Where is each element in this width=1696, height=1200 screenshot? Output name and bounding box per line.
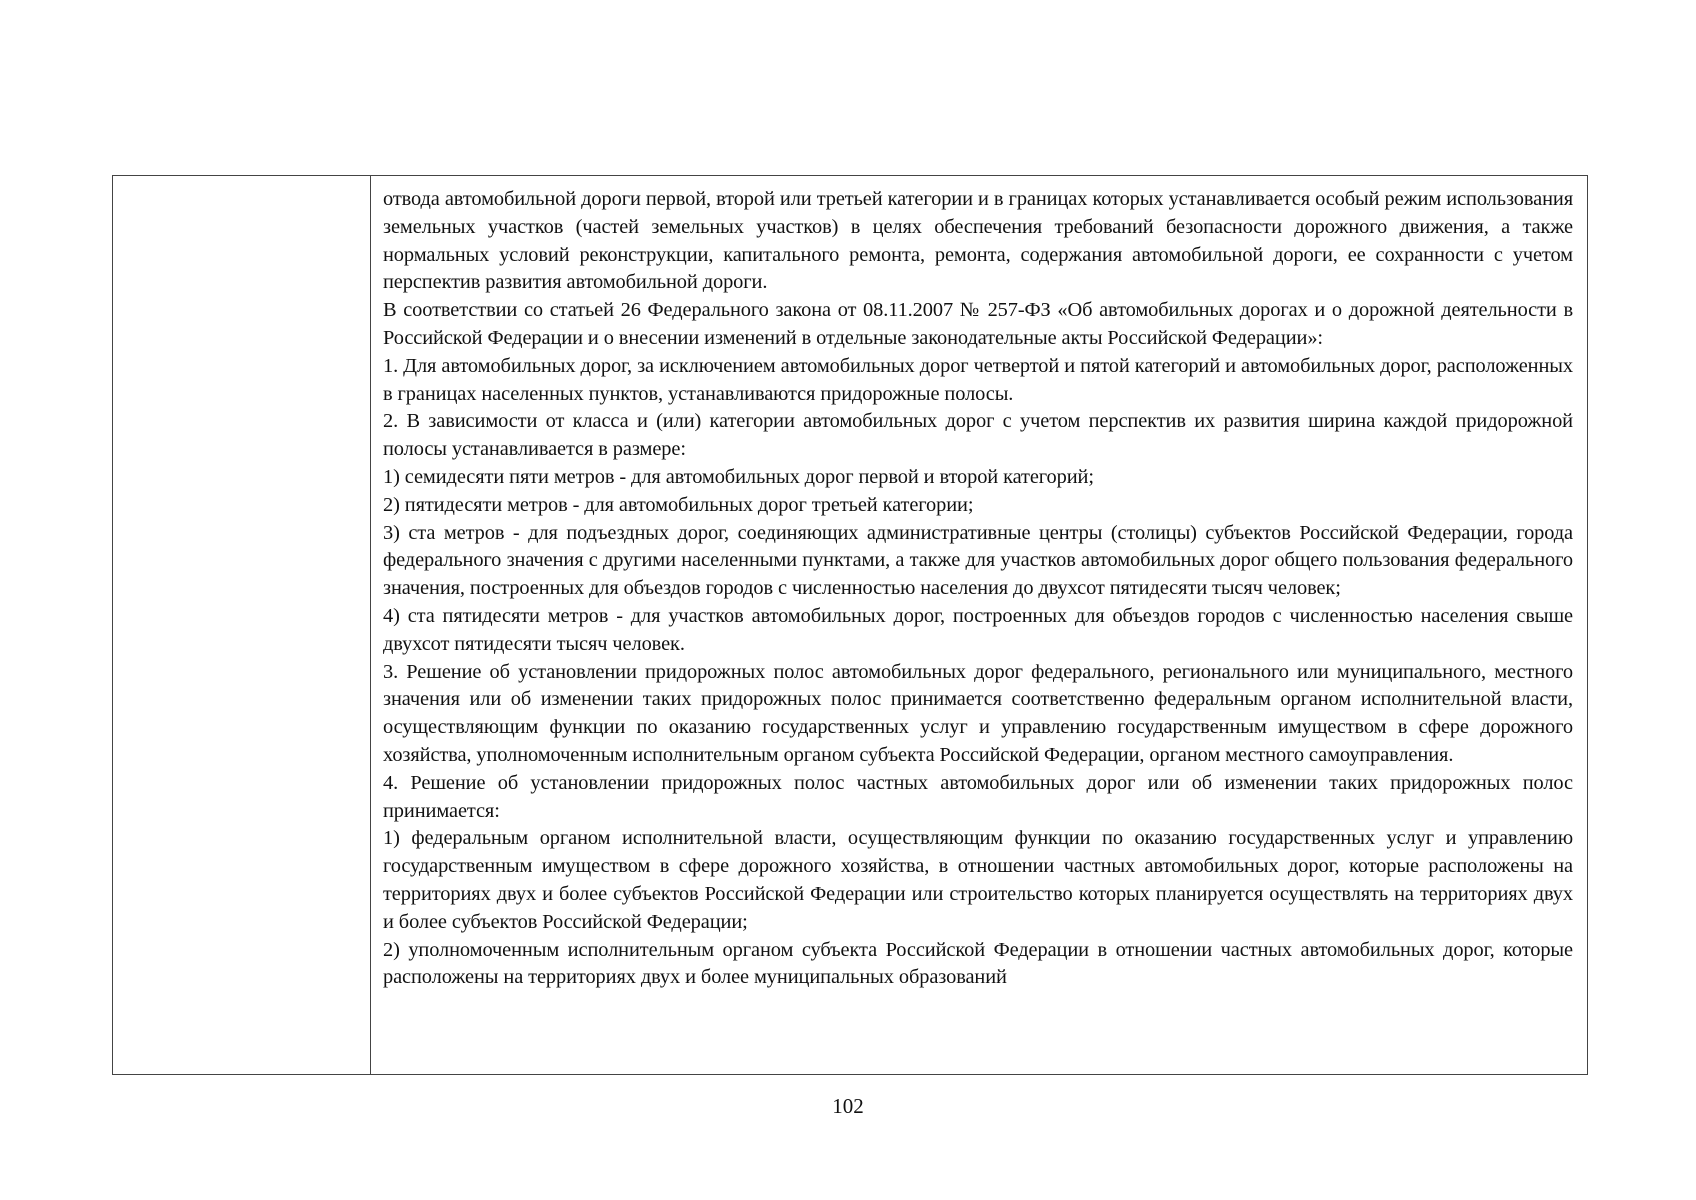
paragraph: отвода автомобильной дороги первой, второй или третьей категории и в границах которых устанавливается особый режим использования земельных участков (частей земельных участков) в целях обеспечения требований безопасности дорожного движения, а также нормальных условий реконструкции, капитального ремонта, ремонта, содержания автомобильной дороги, ее сохранности с учетом перспектив развития автомобильной дороги. xyxy=(383,188,1573,294)
paragraph: 2. В зависимости от класса и (или) категории автомобильных дорог с учетом перспектив их развития ширина каждой придорожной полосы устанавливается в размере: xyxy=(383,410,1573,461)
paragraph: 2) уполномоченным исполнительным органом субъекта Российской Федерации в отношении частных автомобильных дорог, которые расположены на территориях двух и более муниципальных образований xyxy=(383,938,1573,989)
paragraph: 4. Решение об установлении придорожных полос частных автомобильных дорог или об изменении таких придорожных полос принимается: xyxy=(383,771,1573,822)
paragraph: 2) пятидесяти метров - для автомобильных дорог третьей категории; xyxy=(383,493,974,516)
paragraph: 4) ста пятидесяти метров - для участков автомобильных дорог, построенных для объездов городов с численностью населения свыше двухсот пятидесяти тысяч человек. xyxy=(383,604,1573,655)
paragraph: 1) федеральным органом исполнительной власти, осуществляющим функции по оказанию государственных услуг и управлению государственным имуществом в сфере дорожного хозяйства, в отношении частных автомобильных дорог, которые расположены на территориях двух и более субъектов Российской Федерации или строительство которых планируется осуществлять на территориях двух и более субъектов Российской Федерации; xyxy=(383,827,1573,933)
table-left-column xyxy=(113,176,371,1074)
paragraph: 1) семидесяти пяти метров - для автомобильных дорог первой и второй категорий; xyxy=(383,465,1094,488)
paragraph: В соответствии со статьей 26 Федерального закона от 08.11.2007 № 257-ФЗ «Об автомобильных дорогах и о дорожной деятельности в Российской Федерации и о внесении изменений в отдельные законодательные акты Российской Федерации»: xyxy=(383,299,1573,349)
paragraph: 3) ста метров - для подъездных дорог, соединяющих административные центры (столицы) субъектов Российской Федерации, города федерального значения с другими населенными пунктами, а также для участков автомобильных дорог общего пользования федерального значения, построенных для объездов городов с численностью населения до двухсот пятидесяти тысяч человек; xyxy=(383,521,1573,600)
document-table xyxy=(112,175,1588,1075)
table-text-column xyxy=(371,176,1587,1074)
paragraph: 1. Для автомобильных дорог, за исключением автомобильных дорог четвертой и пятой категорий и автомобильных дорог, расположенных в границах населенных пунктов, устанавливаются придорожные полосы. xyxy=(383,354,1573,405)
page-number: 102 xyxy=(832,1094,864,1118)
paragraph: 3. Решение об установлении придорожных полос автомобильных дорог федерального, регионального или муниципального, местного значения или об изменении таких придорожных полос принимается соответственно федеральным органом исполнительной власти, осуществляющим функции по оказанию государственных услуг и управлению государственным имуществом в сфере дорожного хозяйства, уполномоченным исполнительным органом субъекта Российской Федерации, органом местного самоуправления. xyxy=(383,660,1573,766)
